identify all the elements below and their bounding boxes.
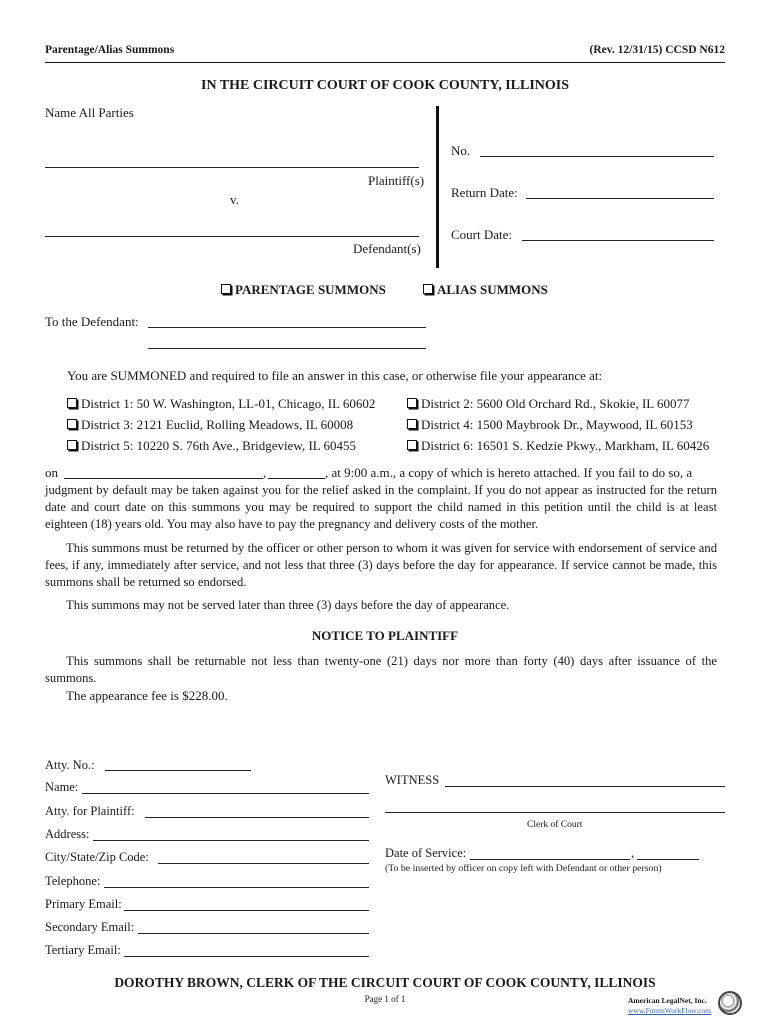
district-5-label: District 5: 10220 S. 76th Ave., Bridgeview, IL 60455 (81, 438, 357, 453)
date-of-service-year-field[interactable] (637, 859, 699, 860)
court-date-label: Court Date: (451, 227, 513, 242)
body-paragraph-2-text: This summons must be returned by the officer or other person to whom it was given for service with endorsement of service and fees, if any, immediately after service, and not less that three (3) days before the day for appearance. If service cannot be made, this summons shall be returned so endorsed. (45, 541, 717, 589)
district-2-checkbox[interactable] (407, 398, 417, 408)
clerk-signature-line[interactable] (385, 812, 725, 813)
secondary-email-label: Secondary Email: (45, 920, 135, 934)
district-2-option[interactable] (407, 396, 690, 412)
telephone-label: Telephone: (45, 874, 101, 888)
tertiary-email-label: Tertiary Email: (45, 943, 121, 957)
district-1-checkbox[interactable] (67, 398, 77, 408)
page-number: Page 1 of 1 (364, 994, 406, 1004)
date-of-service-label: Date of Service: (385, 846, 467, 860)
parentage-summons-label: PARENTAGE SUMMONS (235, 282, 386, 297)
clerk-footer: DOROTHY BROWN, CLERK OF THE CIRCUIT COURT OF COOK COUNTY, ILLINOIS (114, 975, 656, 990)
district-4-label: District 4: 1500 Maybrook Dr., Maywood, IL 60153 (421, 417, 693, 432)
district-5-option[interactable] (67, 438, 356, 454)
district-4-option[interactable] (407, 417, 693, 433)
district-1-label: District 1: 50 W. Washington, LL-01, Chicago, IL 60602 (81, 396, 376, 411)
witness-field[interactable] (445, 786, 725, 787)
defendants-label: Defendant(s) (353, 241, 421, 256)
district-4-checkbox[interactable] (407, 419, 417, 429)
on-line-rest: , at 9:00 a.m., a copy of which is hereto attached. If you fail to do so, a (325, 465, 693, 480)
city-state-zip-field[interactable] (158, 863, 369, 864)
date-of-service-field[interactable] (470, 859, 630, 860)
publisher-logo-icon (718, 991, 742, 1015)
clerk-of-court-label: Clerk of Court (527, 820, 583, 830)
alias-summons-option[interactable] (423, 282, 548, 298)
to-defendant-label: To the Defendant: (45, 314, 139, 329)
service-note: (To be inserted by officer on copy left with Defendant or other person) (385, 863, 662, 874)
plaintiffs-label: Plaintiff(s) (368, 173, 425, 188)
atty-no-field[interactable] (105, 770, 251, 771)
address-label: Address: (45, 827, 90, 841)
appearance-fee: The appearance fee is $228.00. (66, 688, 228, 703)
notice-paragraph-text: This summons shall be returnable not less than twenty-one (21) days nor more than forty (40) days after issuance of the summons. (45, 654, 717, 685)
atty-no-label: Atty. No.: (45, 758, 95, 772)
district-6-checkbox[interactable] (407, 440, 417, 450)
primary-email-label: Primary Email: (45, 897, 122, 911)
summoned-text: You are SUMMONED and required to file an answer in this case, or otherwise file your appearance at: (67, 368, 603, 383)
district-5-checkbox[interactable] (67, 440, 77, 450)
notice-heading: NOTICE TO PLAINTIFF (311, 628, 459, 643)
case-no-field[interactable] (480, 156, 714, 157)
parentage-summons-checkbox[interactable] (221, 284, 231, 294)
versus-label: v. (230, 192, 239, 207)
court-date-field[interactable] (522, 240, 714, 241)
witness-label: WITNESS (385, 773, 440, 787)
notice-paragraph (45, 653, 717, 687)
defendant-line-1[interactable] (148, 327, 426, 328)
appearance-date-field[interactable] (64, 478, 263, 479)
body-paragraph-1-text: judgment by default may be taken against you for the relief asked in the complaint. If you do not appear as instructed for the return date and court date on this summons you may be required to support the child named in this petition until the child is at least eighteen (18) years old. You may also have to pay the pregnancy and delivery costs of the mother. (45, 483, 717, 531)
name-all-parties-label: Name All Parties (45, 105, 134, 120)
city-state-zip-label: City/State/Zip Code: (45, 850, 149, 864)
body-paragraph-3-text: This summons may not be served later than three (3) days before the day of appearance. (66, 598, 510, 612)
defendant-line-2[interactable] (148, 348, 426, 349)
alias-summons-checkbox[interactable] (423, 284, 433, 294)
atty-for-plaintiff-field[interactable] (145, 817, 369, 818)
date-of-service-comma: , (631, 846, 635, 860)
body-paragraph-2 (45, 540, 717, 591)
alias-summons-label: ALIAS SUMMONS (437, 282, 548, 297)
parentage-summons-option[interactable] (221, 282, 386, 298)
publisher-url[interactable]: www.FormsWorkFlow.com (628, 1006, 712, 1015)
return-date-label: Return Date: (451, 185, 518, 200)
plaintiff-name-line[interactable] (45, 167, 419, 168)
name-label: Name: (45, 780, 79, 794)
publisher-name: American LegalNet, Inc. (628, 996, 707, 1005)
body-paragraph-1 (45, 482, 717, 533)
district-6-label: District 6: 16501 S. Kedzie Pkwy., Markham, IL 60426 (421, 438, 710, 453)
telephone-field[interactable] (104, 887, 369, 888)
district-6-option[interactable] (407, 438, 709, 454)
district-3-option[interactable] (67, 417, 353, 433)
district-3-label: District 3: 2121 Euclid, Rolling Meadows, IL 60008 (81, 417, 354, 432)
header-rule (45, 62, 725, 63)
atty-for-plaintiff-label: Atty. for Plaintiff: (45, 804, 135, 818)
case-no-label: No. (451, 143, 471, 158)
body-paragraph-3 (45, 597, 717, 614)
primary-email-field[interactable] (124, 910, 369, 911)
defendant-name-line[interactable] (45, 236, 419, 237)
court-title: IN THE CIRCUIT COURT OF COOK COUNTY, ILLINOIS (201, 78, 569, 93)
form-revision: (Rev. 12/31/15) CCSD N612 (589, 44, 725, 56)
district-1-option[interactable] (67, 396, 375, 412)
address-field[interactable] (93, 840, 369, 841)
district-3-checkbox[interactable] (67, 419, 77, 429)
return-date-field[interactable] (526, 198, 714, 199)
form-title: Parentage/Alias Summons (45, 44, 175, 56)
on-comma: , (263, 465, 267, 480)
caption-divider (436, 106, 439, 268)
district-2-label: District 2: 5600 Old Orchard Rd., Skokie, IL 60077 (421, 396, 690, 411)
tertiary-email-field[interactable] (124, 956, 369, 957)
appearance-year-field[interactable] (268, 478, 325, 479)
on-label: on (45, 465, 58, 480)
name-field[interactable] (82, 793, 369, 794)
secondary-email-field[interactable] (138, 933, 369, 934)
